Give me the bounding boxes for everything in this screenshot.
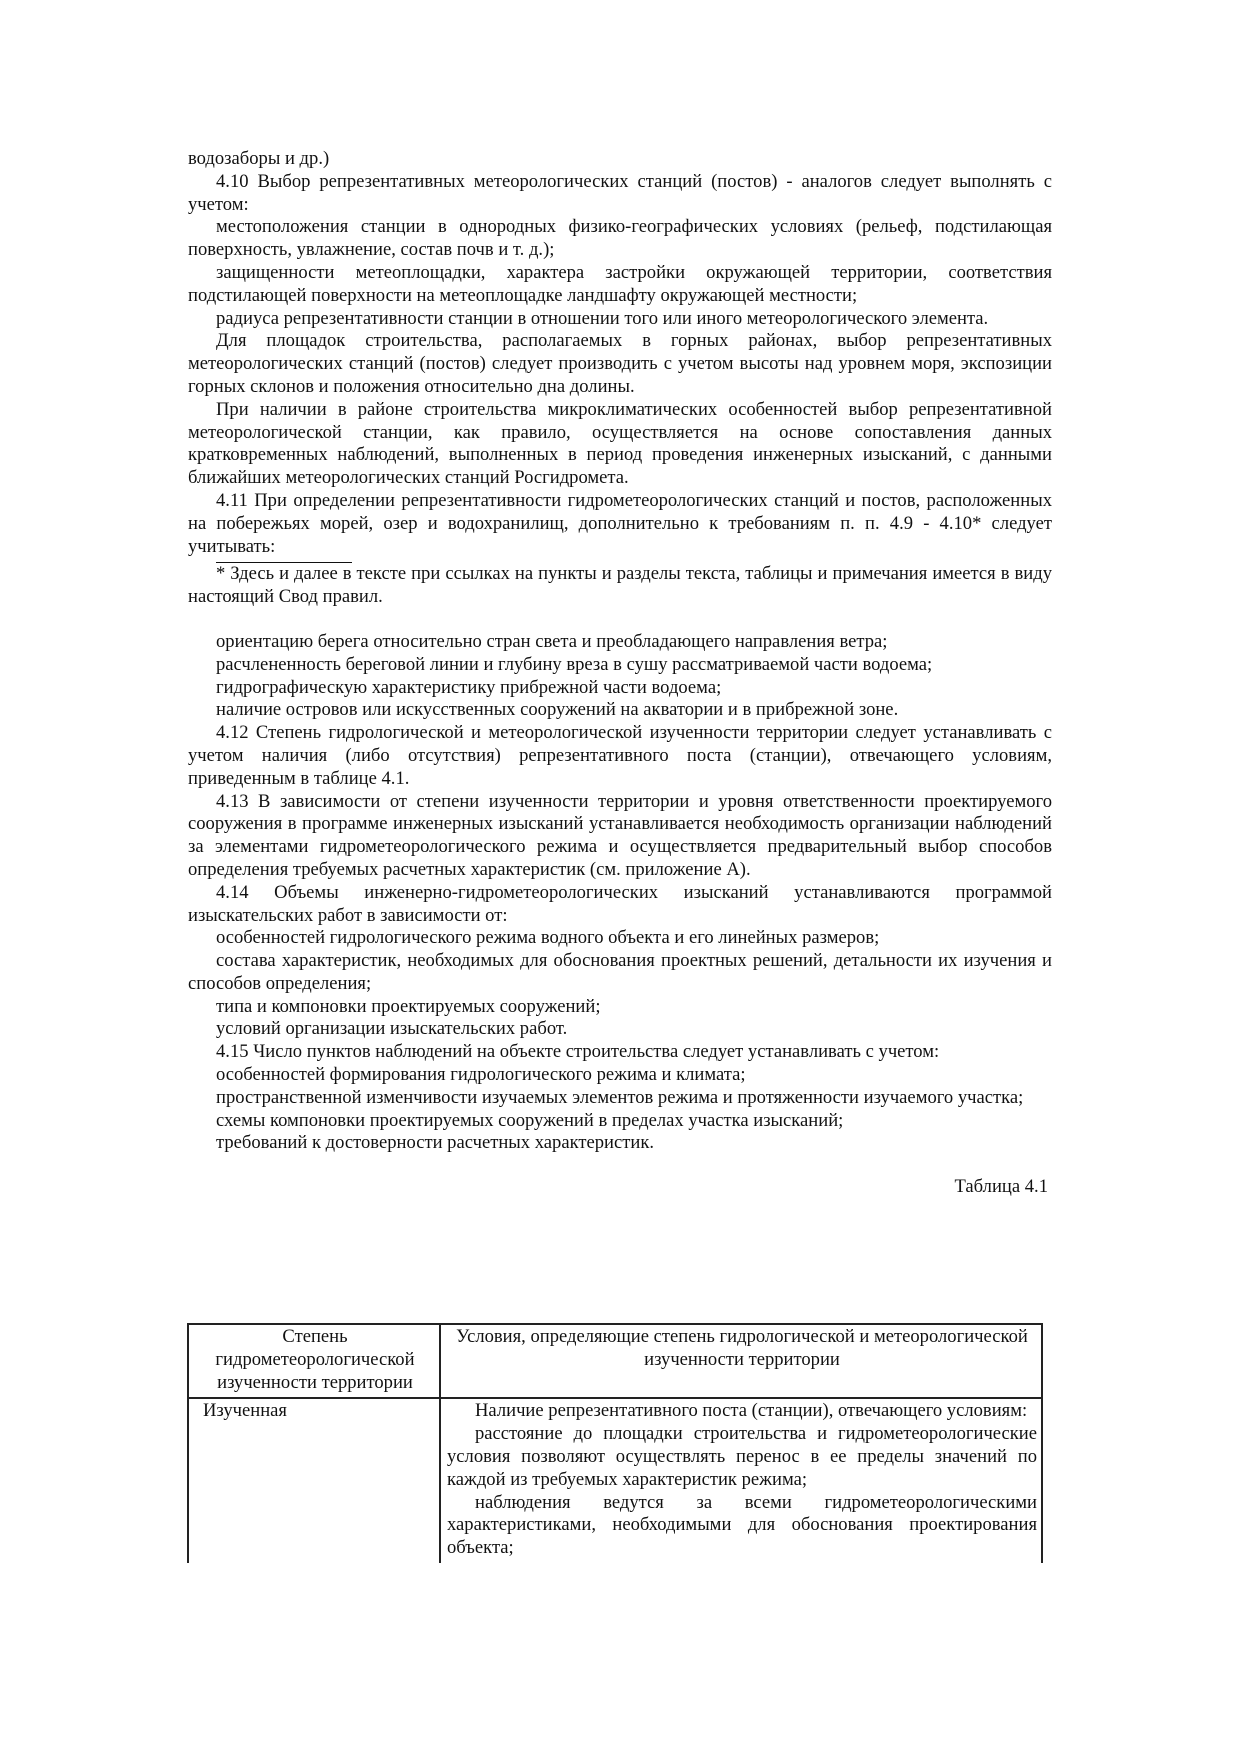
paragraph-location: местоположения станции в однородных физико-географических условиях (рельеф, подстилающая поверхность, увлажнение, состав почв и т. д.);: [188, 216, 1052, 261]
paragraph-microclimate: При наличии в районе строительства микроклиматических особенностей выбор репрезентативной метеорологической станции, как правило, осуществляется на основе сопоставления данных кратковременных наблюдений, выполненных в период проведения инженерных изысканий, с данными ближайших метеорологических станций Росгидромета.: [188, 398, 1052, 489]
paragraph-type: типа и компоновки проектируемых сооружений;: [216, 995, 601, 1017]
condition-item: Наличие репрезентативного поста (станции), отвечающего условиям:: [475, 1400, 1028, 1422]
paragraph-composition: состава характеристик, необходимых для обоснования проектных решений, детальности их изучения и способов определения;: [188, 950, 1052, 994]
footnote: * Здесь и далее в тексте при ссылках на пункты и разделы текста, таблицы и примечания имеется в виду настоящий Свод правил.: [188, 563, 1052, 608]
paragraph-coastline: расчлененность береговой линии и глубину вреза в сушу рассматриваемой части водоема;: [216, 653, 933, 675]
table-header-conditions: Условия, определяющие степень гидрологической и метеорологической изученности территории: [440, 1324, 1042, 1398]
spacer: [188, 609, 1052, 631]
table-row: [188, 1398, 1042, 1563]
paragraph-islands: наличие островов или искусственных сооружений на акватории и в прибрежной зоне.: [216, 699, 899, 721]
document-page: [188, 148, 1052, 1199]
table-cell-degree: Изученная: [188, 1398, 440, 1563]
paragraph-formation: особенностей формирования гидрологического режима и климата;: [216, 1064, 746, 1086]
paragraph-4-14: 4.14 Объемы инженерно-гидрометеорологических изысканий устанавливаются программой изыскательских работ в зависимости от:: [188, 881, 1052, 926]
paragraph-4-15: 4.15 Число пунктов наблюдений на объекте строительства следует устанавливать с учетом:: [216, 1041, 940, 1063]
paragraph-features: особенностей гидрологического режима водного объекта и его линейных размеров;: [216, 927, 880, 949]
paragraph-4-13: 4.13 В зависимости от степени изученности территории и уровня ответственности проектируемого сооружения в программе инженерных изысканий устанавливается необходимость организации наблюдений за элементами гидрометеорологического режима и осуществляется предварительный выбор способов определения требуемых расчетных характеристик (см. приложение А).: [188, 790, 1052, 880]
paragraph-hydrography: гидрографическую характеристику прибрежной части водоема;: [216, 676, 722, 698]
paragraph-continuation: водозаборы и др.): [188, 148, 330, 169]
table-cell-conditions: [440, 1398, 1042, 1563]
paragraph-mountain: Для площадок строительства, располагаемых в горных районах, выбор репрезентативных метеорологических станций (постов) следует производить с учетом высоты над уровнем моря, экспозиции горных склонов и положения относительно дна долины.: [188, 330, 1052, 397]
table-header-degree: Степень гидрометеорологической изученности территории: [188, 1324, 440, 1398]
paragraph-protection: защищенности метеоплощадки, характера застройки окружающей территории, соответствия подстилающей поверхности на метеоплощадке ландшафту окружающей местности;: [188, 261, 1052, 306]
paragraph-reliability: требований к достоверности расчетных характеристик.: [216, 1132, 655, 1154]
table-header-row: [188, 1324, 1042, 1398]
condition-item: наблюдения ведутся за всеми гидрометеорологическими характеристиками, необходимыми для обоснования проектирования объекта;: [447, 1491, 1037, 1559]
paragraph-variability: пространственной изменчивости изучаемых элементов режима и протяженности изучаемого участка;: [216, 1086, 1024, 1108]
table-4-1: [187, 1323, 1043, 1563]
table-caption: Таблица 4.1: [954, 1176, 1048, 1198]
paragraph-orientation: ориентацию берега относительно стран света и преобладающего направления ветра;: [216, 630, 888, 652]
paragraph-4-12: 4.12 Степень гидрологической и метеорологической изученности территории следует устанавливать с учетом наличия (либо отсутствия) репрезентативного поста (станции), отвечающего условиям, приведенным в таблице 4.1.: [188, 722, 1052, 789]
condition-item: расстояние до площадки строительства и гидрометеорологические условия позволяют осуществлять перенос в ее пределы значений по каждой из требуемых характеристик режима;: [447, 1423, 1037, 1490]
paragraph-radius: радиуса репрезентативности станции в отношении того или иного метеорологического элемента.: [216, 307, 989, 329]
paragraph-4-10: 4.10 Выбор репрезентативных метеорологических станций (постов) - аналогов следует выполнять с учетом:: [188, 170, 1052, 215]
paragraph-layout: схемы компоновки проектируемых сооружений в пределах участка изысканий;: [216, 1109, 844, 1131]
paragraph-4-11: 4.11 При определении репрезентативности гидрометеорологических станций и постов, расположенных на побережьях морей, озер и водохранилищ, дополнительно к требованиям п. п. 4.9 - 4.10* следует учитывать:: [188, 489, 1052, 557]
paragraph-conditions: условий организации изыскательских работ.: [216, 1018, 568, 1040]
